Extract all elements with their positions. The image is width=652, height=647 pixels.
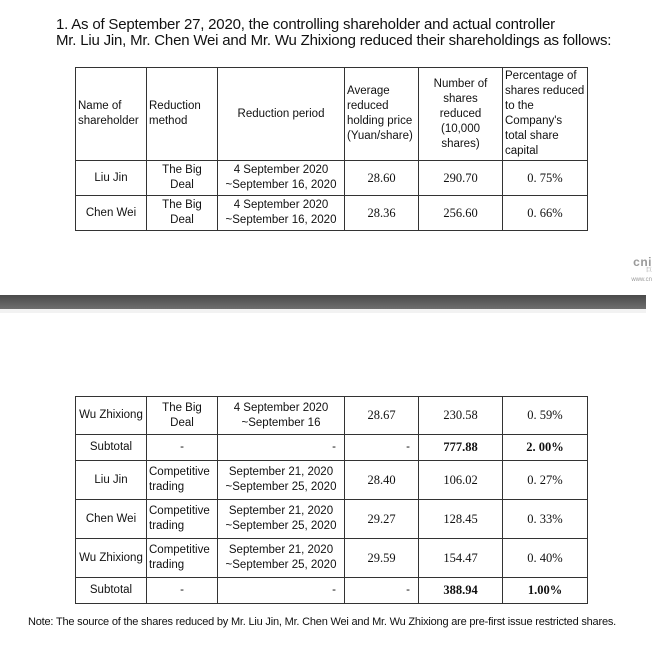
period-start: 4 September 2020: [233, 401, 329, 414]
cell-percentage: 0. 66%: [503, 196, 588, 231]
period-end: ~September 16: [241, 416, 321, 429]
period-end: ~September 25, 2020: [225, 559, 337, 571]
cell-average-price: 28.40: [345, 461, 419, 500]
watermark: [612, 255, 652, 285]
cell-reduction-method: -: [147, 435, 218, 461]
cell-number-of-shares: 290.70: [419, 161, 503, 196]
cell-reduction-period: [218, 161, 345, 196]
page-separator-bar: [0, 295, 646, 309]
section-heading: [56, 17, 646, 49]
period-start: September 21, 2020: [228, 544, 334, 556]
table-row: [76, 161, 588, 196]
cell-reduction-period: [218, 500, 345, 539]
table-row: [76, 461, 588, 500]
cell-average-price: -: [345, 435, 419, 461]
watermark-logo: cni: [633, 255, 652, 269]
cell-average-price: 29.59: [345, 539, 419, 578]
period-end: ~September 16, 2020: [225, 179, 337, 191]
period-end: ~September 16, 2020: [225, 214, 337, 226]
cell-percentage: 2. 00%: [503, 435, 588, 461]
cell-average-price: 28.36: [345, 196, 419, 231]
shareholding-reduction-table-bottom: [75, 396, 588, 604]
header-percentage: Percentage of shares reduced to the Company's total share capital: [503, 68, 588, 161]
cell-reduction-period: [218, 397, 345, 435]
cell-reduction-method: Competitive trading: [147, 500, 218, 539]
cell-shareholder-name: Wu Zhixiong: [76, 539, 147, 578]
cell-number-of-shares: 154.47: [419, 539, 503, 578]
subtotal-row: [76, 435, 588, 461]
page-separator-shadow: [0, 309, 646, 313]
period-start: 4 September 2020: [233, 199, 329, 211]
cell-shareholder-name: Wu Zhixiong: [76, 397, 147, 435]
table-row: [76, 539, 588, 578]
header-reduction-period: Reduction period: [218, 68, 345, 161]
cell-reduction-method: -: [147, 578, 218, 604]
cell-average-price: 29.27: [345, 500, 419, 539]
cell-reduction-method: The Big Deal: [147, 196, 218, 231]
cell-reduction-method: Competitive trading: [147, 539, 218, 578]
period-start: September 21, 2020: [228, 505, 334, 517]
heading-line-2: Mr. Liu Jin, Mr. Chen Wei and Mr. Wu Zhixiong reduced their shareholdings as follows:: [56, 32, 612, 49]
subtotal-row: [76, 578, 588, 604]
cell-number-of-shares: 388.94: [419, 578, 503, 604]
watermark-url: www.cn: [631, 277, 652, 283]
cell-reduction-period: [218, 461, 345, 500]
cell-percentage: 0. 27%: [503, 461, 588, 500]
cell-subtotal-label: Subtotal: [76, 578, 147, 604]
footnote: Note: The source of the shares reduced by Mr. Liu Jin, Mr. Chen Wei and Mr. Wu Zhixiong are pre-first issue restricted shares.: [28, 616, 617, 628]
table-row: [76, 500, 588, 539]
cell-number-of-shares: 777.88: [419, 435, 503, 461]
shareholding-reduction-table-top: [75, 67, 588, 231]
cell-reduction-period: -: [218, 435, 345, 461]
header-shareholder-name: Name of shareholder: [76, 68, 147, 161]
period-start: 4 September 2020: [233, 164, 329, 176]
cell-percentage: 0. 33%: [503, 500, 588, 539]
table-header-row: [76, 68, 588, 161]
cell-reduction-period: [218, 539, 345, 578]
cell-percentage: 0. 75%: [503, 161, 588, 196]
cell-reduction-method: Competitive trading: [147, 461, 218, 500]
cell-reduction-period: -: [218, 578, 345, 604]
cell-average-price: -: [345, 578, 419, 604]
heading-line-1: 1. As of September 27, 2020, the controlling shareholder and actual controller: [56, 16, 555, 33]
header-reduction-method: Reduction method: [147, 68, 218, 161]
cell-shareholder-name: Chen Wei: [76, 196, 147, 231]
table-row: [76, 397, 588, 435]
cell-number-of-shares: 256.60: [419, 196, 503, 231]
period-start: September 21, 2020: [228, 466, 334, 478]
cell-number-of-shares: 128.45: [419, 500, 503, 539]
cell-shareholder-name: Liu Jin: [76, 161, 147, 196]
cell-reduction-method: The Big Deal: [147, 161, 218, 196]
header-average-price: Average reduced holding price (Yuan/share): [345, 68, 419, 161]
cell-average-price: 28.67: [345, 397, 419, 435]
cell-percentage: 0. 59%: [503, 397, 588, 435]
cell-reduction-method: The Big Deal: [147, 397, 218, 435]
cell-shareholder-name: Liu Jin: [76, 461, 147, 500]
cell-average-price: 28.60: [345, 161, 419, 196]
period-end: ~September 25, 2020: [225, 520, 337, 532]
cell-shareholder-name: Chen Wei: [76, 500, 147, 539]
table-row: [76, 196, 588, 231]
cell-percentage: 1.00%: [503, 578, 588, 604]
cell-subtotal-label: Subtotal: [76, 435, 147, 461]
period-end: ~September 25, 2020: [225, 481, 337, 493]
cell-number-of-shares: 230.58: [419, 397, 503, 435]
header-number-of-shares: Number of shares reduced (10,000 shares): [419, 68, 503, 161]
cell-percentage: 0. 40%: [503, 539, 588, 578]
cell-reduction-period: [218, 196, 345, 231]
cell-number-of-shares: 106.02: [419, 461, 503, 500]
watermark-subtext: 巨: [645, 268, 652, 274]
